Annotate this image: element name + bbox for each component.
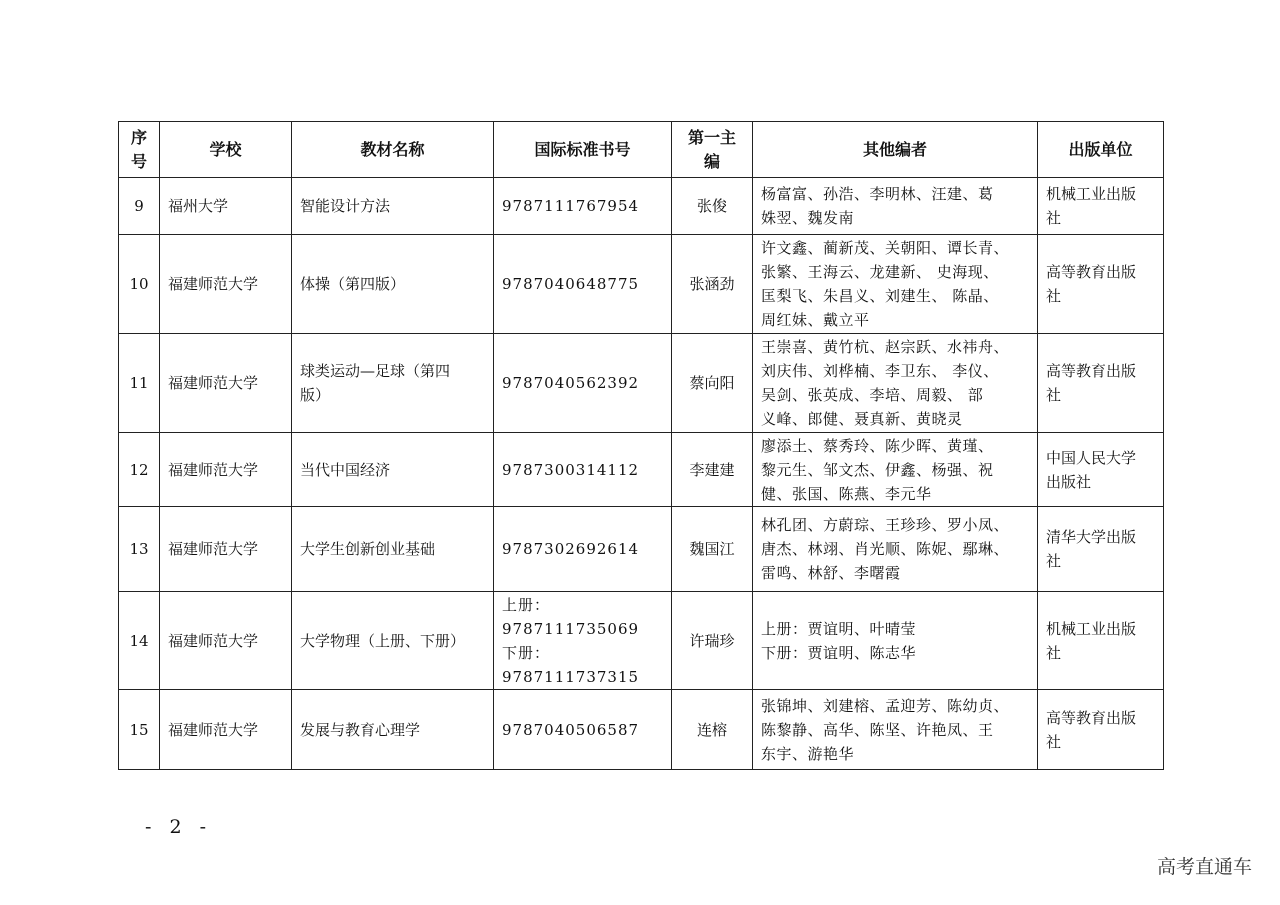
cell-isbn-line: 下册： — [502, 643, 551, 662]
cell-textbook-line: 大学物理（上册、下册） — [300, 631, 466, 650]
cell-publisher — [1038, 178, 1164, 235]
cell-other-editors-line: 黎元生、邹文杰、伊鑫、杨强、祝 — [761, 460, 994, 479]
cell-chief-editor: 许瑞珍 — [672, 592, 753, 690]
cell-other-editors — [753, 592, 1038, 690]
cell-other-editors-line: 周红妹、戴立平 — [761, 311, 870, 329]
cell-publisher-line: 中国人民大学 — [1046, 448, 1137, 467]
cell-publisher-line: 高等教育出版 — [1046, 362, 1137, 380]
cell-textbook-line: 大学生创新创业基础 — [300, 540, 436, 558]
cell-school: 福建师范大学 — [160, 334, 292, 433]
cell-isbn — [494, 235, 672, 334]
cell-number: 15 — [119, 690, 160, 770]
cell-isbn-line: 9787302692614 — [502, 540, 640, 558]
cell-isbn — [494, 592, 672, 690]
cell-isbn — [494, 433, 672, 507]
cell-isbn — [494, 690, 672, 770]
cell-publisher-line: 机械工业出版 — [1046, 619, 1137, 638]
cell-other-editors — [753, 690, 1038, 770]
cell-other-editors-line: 廖添土、蔡秀玲、陈少晖、黄瑾、 — [761, 436, 994, 455]
cell-other-editors — [753, 507, 1038, 592]
cell-textbook-line: 当代中国经济 — [300, 460, 391, 479]
cell-school: 福建师范大学 — [160, 592, 292, 690]
cell-textbook-line: 体操（第四版） — [300, 275, 406, 293]
cell-isbn — [494, 507, 672, 592]
cell-textbook — [292, 507, 494, 592]
cell-school: 福建师范大学 — [160, 433, 292, 507]
cell-other-editors — [753, 235, 1038, 334]
cell-textbook — [292, 178, 494, 235]
cell-school: 福建师范大学 — [160, 507, 292, 592]
cell-publisher-line: 社 — [1046, 643, 1062, 662]
cell-other-editors-line: 刘庆伟、刘桦楠、李卫东、 李仪、 — [761, 362, 999, 380]
cell-school: 福州大学 — [160, 178, 292, 235]
cell-other-editors-line: 张繁、王海云、龙建新、 史海现、 — [761, 263, 999, 281]
cell-publisher-line: 高等教育出版 — [1046, 708, 1137, 727]
cell-number: 14 — [119, 592, 160, 690]
cell-number: 10 — [119, 235, 160, 334]
cell-publisher-line: 社 — [1046, 386, 1062, 404]
cell-other-editors-line: 张锦坤、刘建榕、孟迎芳、陈幼贞、 — [761, 696, 1010, 715]
cell-publisher — [1038, 433, 1164, 507]
cell-textbook — [292, 433, 494, 507]
cell-textbook-line: 版） — [300, 386, 331, 404]
cell-publisher-line: 出版社 — [1046, 472, 1092, 491]
cell-publisher-line: 社 — [1046, 209, 1062, 227]
cell-isbn — [494, 334, 672, 433]
cell-other-editors-line: 陈黎静、高华、陈坚、许艳凤、王 — [761, 720, 994, 739]
cell-other-editors-line: 东宇、游艳华 — [761, 744, 855, 763]
cell-publisher-line: 社 — [1046, 287, 1062, 305]
table-row — [119, 334, 1164, 433]
cell-other-editors-line: 许文鑫、蔺新茂、关朝阳、谭长青、 — [761, 239, 1010, 257]
cell-publisher-line: 高等教育出版 — [1046, 263, 1137, 281]
cell-other-editors-line: 王崇喜、黄竹杭、赵宗跃、水祎舟、 — [761, 338, 1010, 356]
cell-other-editors-line: 上册：贾谊明、叶晴莹 — [761, 619, 917, 638]
cell-chief-editor: 蔡向阳 — [672, 334, 753, 433]
watermark-text: 高考直通车 — [1156, 856, 1252, 878]
cell-publisher — [1038, 592, 1164, 690]
cell-textbook — [292, 690, 494, 770]
cell-chief-editor: 连榕 — [672, 690, 753, 770]
cell-chief-editor: 魏国江 — [672, 507, 753, 592]
header-textbook: 教材名称 — [292, 122, 494, 178]
table-row — [119, 507, 1164, 592]
cell-isbn-line: 9787111767954 — [502, 197, 640, 215]
header-isbn: 国际标准书号 — [494, 122, 672, 178]
cell-isbn-line: 9787111737315 — [502, 667, 640, 686]
textbook-table — [118, 121, 1164, 770]
cell-isbn-line: 9787300314112 — [502, 460, 640, 479]
cell-isbn-line: 9787040506587 — [502, 720, 640, 739]
cell-number: 9 — [119, 178, 160, 235]
cell-chief-editor: 张俊 — [672, 178, 753, 235]
cell-chief-editor: 李建建 — [672, 433, 753, 507]
cell-chief-editor: 张涵劲 — [672, 235, 753, 334]
cell-other-editors-line: 林孔团、方蔚琮、王珍珍、罗小凤、 — [761, 516, 1010, 534]
cell-textbook-line: 球类运动—足球（第四 — [300, 362, 451, 380]
cell-other-editors — [753, 178, 1038, 235]
cell-textbook-line: 智能设计方法 — [300, 197, 391, 215]
cell-other-editors-line: 雷鸣、林舒、李曙霞 — [761, 564, 901, 582]
header-school: 学校 — [160, 122, 292, 178]
cell-other-editors-line: 下册：贾谊明、陈志华 — [761, 643, 917, 662]
page-number: - 2 - — [145, 816, 213, 838]
header-editor: 第一主 编 — [672, 122, 753, 178]
cell-publisher — [1038, 507, 1164, 592]
cell-publisher — [1038, 690, 1164, 770]
cell-textbook-line: 发展与教育心理学 — [300, 720, 421, 739]
cell-publisher-line: 清华大学出版 — [1046, 528, 1137, 546]
table-row — [119, 235, 1164, 334]
cell-isbn-line: 9787040648775 — [502, 275, 640, 293]
cell-textbook — [292, 592, 494, 690]
header-row — [119, 122, 1164, 178]
cell-other-editors-line: 吴剑、张英成、李培、周毅、 部 — [761, 386, 984, 404]
cell-isbn-line: 上册： — [502, 595, 551, 614]
table-row — [119, 178, 1164, 235]
cell-other-editors — [753, 334, 1038, 433]
cell-publisher-line: 社 — [1046, 552, 1062, 570]
cell-other-editors-line: 义峰、郎健、聂真新、黄晓灵 — [761, 410, 963, 428]
cell-publisher — [1038, 235, 1164, 334]
cell-school: 福建师范大学 — [160, 690, 292, 770]
cell-isbn-line: 9787040562392 — [502, 374, 640, 392]
cell-publisher — [1038, 334, 1164, 433]
cell-textbook — [292, 334, 494, 433]
header-others: 其他编者 — [753, 122, 1038, 178]
cell-textbook — [292, 235, 494, 334]
cell-other-editors — [753, 433, 1038, 507]
cell-school: 福建师范大学 — [160, 235, 292, 334]
cell-isbn — [494, 178, 672, 235]
cell-publisher-line: 社 — [1046, 732, 1062, 751]
header-no: 序 号 — [119, 122, 160, 178]
header-publisher: 出版单位 — [1038, 122, 1164, 178]
cell-other-editors-line: 健、张国、陈燕、李元华 — [761, 484, 932, 503]
cell-number: 13 — [119, 507, 160, 592]
cell-isbn-line: 9787111735069 — [502, 619, 640, 638]
cell-other-editors-line: 唐杰、林翊、肖光顺、陈妮、鄢琳、 — [761, 540, 1010, 558]
cell-other-editors-line: 姝翌、魏发南 — [761, 209, 855, 227]
cell-number: 12 — [119, 433, 160, 507]
table-row — [119, 433, 1164, 507]
cell-number: 11 — [119, 334, 160, 433]
cell-other-editors-line: 匡梨飞、朱昌义、刘建生、 陈晶、 — [761, 287, 999, 305]
table-row — [119, 592, 1164, 690]
table-body — [119, 178, 1164, 770]
cell-publisher-line: 机械工业出版 — [1046, 185, 1137, 203]
cell-other-editors-line: 杨富富、孙浩、李明林、汪建、葛 — [761, 185, 994, 203]
table-row — [119, 690, 1164, 770]
